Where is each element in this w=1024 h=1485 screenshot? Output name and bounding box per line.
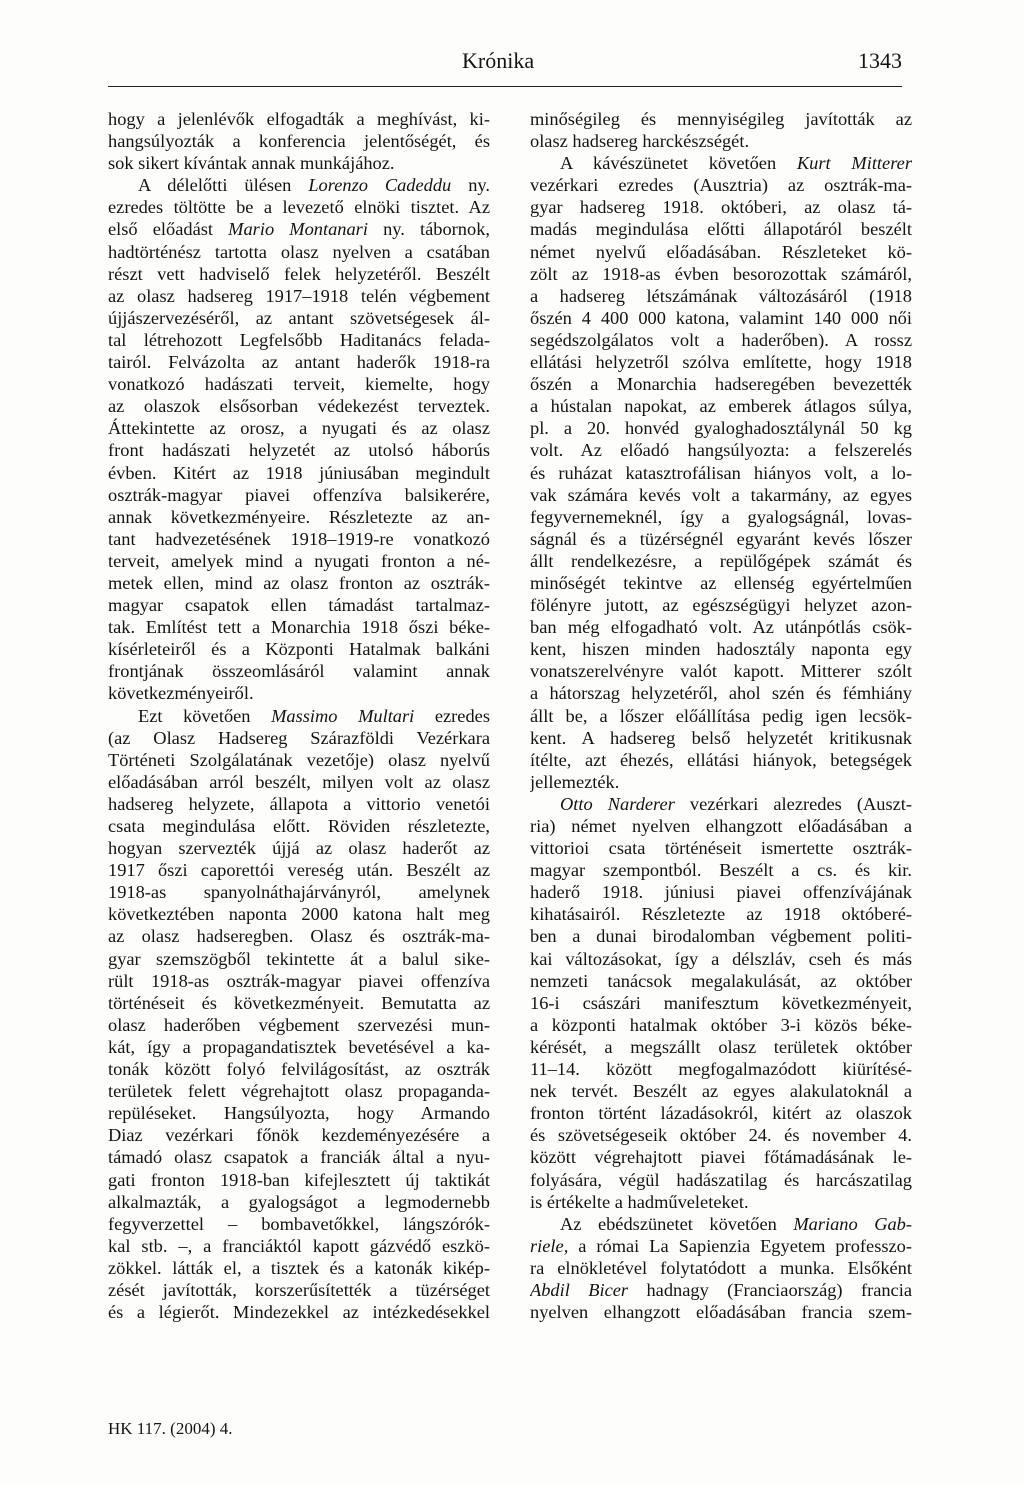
- header-title: Krónika: [462, 48, 535, 73]
- text-line: 11–14. között megfogalmazódott kiürítésé-: [530, 1059, 912, 1080]
- text-line: nyelven elhangzott előadásában francia szem-: [530, 1302, 912, 1323]
- text-line: A kávészünetet követően Kurt Mitterer: [560, 153, 912, 174]
- text-line: metek ellen, mind az olasz fronton az osztrák-: [108, 572, 490, 593]
- text-line: hogy a jelenlévők elfogadták a meghívást, ki-: [108, 109, 490, 129]
- text-line: terveit, amelyek mind a nyugati fronton a né-: [108, 550, 490, 571]
- text-line: minőségileg és mennyiségileg javították az: [530, 109, 912, 129]
- text-line: állt be, a lőszer előállítása pedig igen lecsök-: [530, 705, 912, 726]
- text-line: vezérkari ezredes (Ausztria) az osztrák-ma-: [530, 175, 912, 196]
- text-line: kihatásairól. Részletezte az 1918 októberé-: [530, 904, 912, 925]
- text-line: hadsereg helyzete, állapota a vittorio venetói: [108, 793, 490, 814]
- text-line: Történeti Szolgálatának vezetője) olasz nyelvű: [108, 749, 490, 770]
- text-line: Az ebédszünetet követően Mariano Gab-: [560, 1213, 912, 1234]
- text-line: területek felett végrehajtott olasz propaganda-: [108, 1081, 490, 1102]
- text-line: vonatszerelvényre valót kapott. Mitterer szólt: [530, 661, 912, 682]
- text-line: nek tervét. Beszélt az egyes alakulatoknál a: [530, 1081, 912, 1102]
- text-line: és szövetségeseik október 24. és november 4.: [530, 1125, 912, 1146]
- text-line: annak következményeire. Részletezte az an-: [108, 506, 490, 527]
- text-line: Áttekintette az orosz, a nyugati és az olasz: [108, 418, 490, 439]
- text-line: kent. A hadsereg belső helyzetét kritikusnak: [530, 727, 912, 748]
- text-line: pl. a 20. honvéd gyaloghadosztálynál 50 kg: [530, 418, 912, 439]
- text-line: Abdil Bicer hadnagy (Franciaország) francia: [530, 1279, 912, 1300]
- text-line: első előadást Mario Montanari ny. tábornok,: [108, 219, 490, 240]
- text-line: támadó olasz csapatok a franciák által a nyu-: [108, 1147, 490, 1168]
- text-line: ria) német nyelven elhangzott előadásában a: [530, 816, 912, 836]
- text-line: és ruházat katasztrofálisan hiányos volt, a lo-: [530, 462, 912, 483]
- journal-citation: HK 117. (2004) 4.: [108, 1419, 233, 1438]
- text-line: nemzeti tanácsok megalakulását, az október: [530, 970, 912, 991]
- text-line: zését javították, korszerűsítették a tüzérséget: [108, 1279, 490, 1300]
- text-line: kérését, a megszállt olasz területek október: [530, 1036, 912, 1057]
- text-line: és a légierőt. Mindezekkel az intézkedésekkel: [108, 1302, 490, 1323]
- text-line: részt vett hadviselő felek helyzetéről. Beszélt: [108, 263, 490, 284]
- text-line: ezredes töltötte be a levezető elnöki tisztet. Az: [108, 197, 490, 218]
- text-line: magyar szempontból. Beszélt a cs. és kir.: [530, 860, 912, 881]
- text-line: sok sikert kívántak annak munkájához.: [108, 153, 395, 174]
- text-line: kísérleteiről és a Központi Hatalmak balkáni: [108, 639, 490, 660]
- text-line: volt. Az előadó hangsúlyozta: a felszerelés: [530, 440, 912, 461]
- text-line: madás megindulása előtti állapotáról beszélt: [530, 219, 912, 240]
- text-line: 1917 őszi caporettói vereség után. Beszélt az: [108, 860, 490, 881]
- text-line: előadásában arról beszélt, milyen volt az olasz: [108, 771, 490, 792]
- text-line: vak számára kevés volt a takarmány, az egyes: [530, 484, 912, 505]
- text-line: repüléseket. Hangsúlyozta, hogy Armando: [108, 1103, 490, 1124]
- text-line: kai változásokat, így a délszláv, cseh és más: [530, 948, 912, 969]
- right-text-column: [530, 108, 912, 1323]
- text-line: gyar hadsereg 1918. októberi, az olasz tá-: [530, 197, 912, 218]
- text-line: évben. Kitért az 1918 júniusában megindult: [108, 462, 490, 483]
- text-line: olasz haderőben végbement szervezési mun-: [108, 1014, 490, 1035]
- text-line: az olasz hadseregben. Olasz és osztrák-ma-: [108, 926, 490, 947]
- text-line: az olaszok elsősorban védekezést terveztek.: [108, 396, 490, 417]
- text-line: front hadászati helyzetét az utolsó háborús: [108, 440, 490, 461]
- text-line: kát, így a propagandatisztek bevetésével a ka-: [108, 1036, 490, 1057]
- text-line: ságnál és a tüzérségnél egyaránt kevés lőszer: [530, 528, 912, 549]
- text-line: következtében naponta 2000 katona halt meg: [108, 904, 490, 925]
- text-line: frontjának összeomlásáról valamint annak: [108, 661, 490, 682]
- text-line: ben a dunai birodalomban végbement politi-: [530, 926, 912, 947]
- text-line: a központi hatalmak október 3-i közös béke-: [530, 1014, 912, 1035]
- text-line: állt rendelkezésre, a repülőgépek számát és: [530, 550, 912, 571]
- left-text-column: [108, 108, 490, 1323]
- text-line: fegyverzettel – bombavetőkkel, lángszórók-: [108, 1213, 490, 1234]
- text-line: fronton történt lázadásokról, kitért az olaszok: [530, 1103, 912, 1124]
- text-line: a hústalan napokat, az emberek átlagos súlya,: [530, 396, 912, 417]
- text-line: ítélte, azt éhezés, ellátási hiányok, betegségek: [530, 749, 912, 770]
- text-line: őszén a Monarchia hadseregében bevezették: [530, 374, 912, 395]
- page-number: 1343: [858, 48, 902, 73]
- text-line: gati fronton 1918-ban kifejlesztett új taktikát: [108, 1169, 490, 1190]
- text-line: újjászervezéséről, az antant szövetségesek ál-: [108, 307, 490, 328]
- text-line: a hadsereg létszámának változásáról (1918: [530, 285, 912, 306]
- text-line: vittorioi csata történéseit ismertette osztrák-: [530, 838, 912, 859]
- text-line: gyar szemszögből tekintette át a balul sike-: [108, 948, 490, 969]
- text-line: az olasz hadsereg 1917–1918 telén végbement: [108, 285, 490, 306]
- text-line: tant hadvezetésének 1918–1919-re vonatkozó: [108, 528, 490, 549]
- text-line: is értékelte a hadműveleteket.: [530, 1191, 749, 1212]
- text-line: zölt az 1918-as évben besorozottak számáról,: [530, 263, 912, 284]
- text-line: tak. Említést tett a Monarchia 1918 őszi béke-: [108, 617, 490, 638]
- text-line: hadtörténész tartotta olasz nyelven a csatában: [108, 241, 490, 262]
- text-line: A délelőtti ülésen Lorenzo Cadeddu ny.: [138, 175, 490, 196]
- text-line: fölényre jutott, az egészségügyi helyzet azon-: [530, 595, 912, 616]
- text-line: őszén 4 400 000 katona, valamint 140 000 női: [530, 307, 912, 328]
- text-line: zökkel. látták el, a tisztek és a katonák kikép-: [108, 1257, 490, 1278]
- text-line: Otto Narderer vezérkari alezredes (Auszt-: [560, 793, 912, 814]
- text-line: osztrák-magyar piavei offenzíva balsikerére,: [108, 484, 490, 505]
- text-line: csata megindulása előtt. Röviden részletezte,: [108, 816, 490, 836]
- text-line: rült 1918-as osztrák-magyar piavei offenzíva: [108, 970, 490, 991]
- text-line: ban még elfogadható volt. Az utánpótlás csök-: [530, 617, 912, 638]
- text-line: Diaz vezérkari főnök kezdeményezésére a: [108, 1125, 490, 1146]
- text-line: következményeiről.: [108, 683, 254, 704]
- text-line: tal létrehozott Legfelsőbb Haditanács felada-: [108, 329, 490, 350]
- text-line: (az Olasz Hadsereg Szárazföldi Vezérkara: [108, 727, 490, 748]
- text-line: ellátási helyzetről szólva említette, hogy 1918: [530, 352, 912, 373]
- text-line: haderő 1918. júniusi piavei offenzívájának: [530, 882, 912, 903]
- text-line: vonatkozó hadászati terveit, kiemelte, hogy: [108, 374, 490, 395]
- text-line: ra elnökletével folytatódott a munka. Elsőként: [530, 1257, 912, 1278]
- text-line: jellemezték.: [530, 771, 620, 792]
- running-header: [108, 46, 902, 87]
- text-line: történéseit és következményeit. Bemutatta az: [108, 992, 490, 1013]
- text-line: kal stb. –, a franciáktól kapott gázvédő eszkö-: [108, 1235, 490, 1256]
- text-line: tonák között folyó felvilágosítást, az osztrák: [108, 1059, 490, 1080]
- text-line: folyására, végül hadászatilag és harcászatilag: [530, 1169, 912, 1190]
- text-line: fegyvernemeknél, így a gyalogságnál, lovas-: [530, 506, 912, 527]
- text-line: riele, a római La Sapienzia Egyetem professzo-: [530, 1235, 912, 1256]
- text-line: magyar csapatok ellen támadást tartalmaz-: [108, 595, 490, 616]
- text-line: hangsúlyozták a konferencia jelentőségét, és: [108, 131, 490, 152]
- text-line: német nyelvű előadásában. Részleteket kö-: [530, 241, 912, 262]
- text-line: között végrehajtott piavei főtámadásának le-: [530, 1147, 912, 1168]
- text-line: olasz hadsereg harckészségét.: [530, 131, 750, 152]
- text-line: 16-i császári manifesztum következményeit,: [530, 992, 912, 1013]
- text-line: segédszolgálatos volt a haderőben). A rossz: [530, 329, 912, 350]
- text-line: hogyan szervezték újjá az olasz haderőt az: [108, 838, 490, 859]
- text-line: a hátorszag helyzetéről, ahol szén és fémhiány: [530, 683, 912, 704]
- text-line: Ezt követően Massimo Multari ezredes: [138, 705, 490, 726]
- text-line: 1918-as spanyolnáthajárványról, amelynek: [108, 882, 490, 903]
- text-line: alkalmazták, a gyalogságot a legmodernebb: [108, 1191, 490, 1212]
- text-line: tairól. Felvázolta az antant haderők 1918-ra: [108, 352, 490, 373]
- text-line: kent, hiszen minden hadosztály naponta egy: [530, 639, 912, 660]
- text-line: minőségét tekintve az ellenség egyértelműen: [530, 572, 912, 593]
